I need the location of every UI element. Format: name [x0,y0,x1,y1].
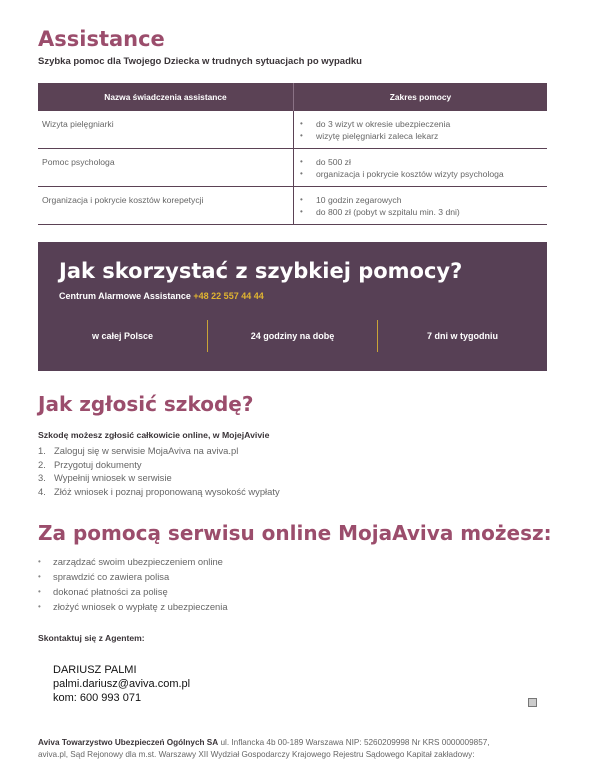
table-header-name: Nazwa świadczenia assistance [38,83,294,111]
list-item: 2. Przygotuj dokumenty [38,458,142,470]
list-item: 3. Wypełnij wniosek w serwisie [38,472,172,483]
assistance-table [38,83,547,225]
assistance-subtitle: Szybka pomoc dla Twojego Dziecka w trudnych sytuacjach po wypadku [38,56,362,67]
table-header-scope: Zakres pomocy [294,83,548,111]
agent-phone[interactable]: kom: 600 993 071 [53,692,142,704]
list-item: 1. Zaloguj się w serwisie MojaAviva na aviva.pl [38,445,239,456]
availability-days: 7 dni w tygodniu [427,331,498,341]
list-item: • 10 godzin zegarowych [300,194,543,206]
availability-row [38,320,547,352]
claim-steps [38,444,280,498]
claim-lead: Szkodę możesz zgłosić całkowicie online, w MojejAvivie [38,430,270,440]
agent-email[interactable]: palmi.dariusz@aviva.com.pl [53,678,191,690]
table-cell-name: Organizacja i pokrycie kosztów korepetycji [38,187,294,225]
table-header-row [38,83,547,111]
agent-name: DARIUSZ PALMI [53,664,137,676]
availability-hours: 24 godziny na dobę [250,331,335,341]
table-cell-scope [294,187,548,225]
footer-registry: aviva.pl, Sąd Rejonowy dla m.st. Warszawy XII Wydział Gospodarczy Krajowego Rejestru Sądowego Kapitał zakładowy: [38,750,475,759]
list-item: • złożyć wniosek o wypłatę z ubezpieczenia [38,599,228,614]
alarm-center-phone[interactable]: +48 22 557 44 44 [193,291,264,301]
table-cell-name: Pomoc psychologa [38,149,294,187]
help-box-title: Jak skorzystać z szybkiej pomocy? [59,259,463,283]
table-cell-scope [294,149,548,187]
alarm-center-line [59,291,264,301]
list-item: • wizytę pielęgniarki zaleca lekarz [300,130,543,142]
help-box [38,242,547,371]
square-icon [528,698,537,707]
list-item: • zarządzać swoim ubezpieczeniem online [38,554,228,569]
list-item: 4. Złóż wniosek i poznaj proponowaną wysokość wypłaty [38,485,280,497]
alarm-center-label: Centrum Alarmowe Assistance [59,291,191,301]
list-item: • do 800 zł (pobyt w szpitalu min. 3 dni) [300,206,543,218]
contact-heading: Skontaktuj się z Agentem: [38,633,145,643]
online-title: Za pomocą serwisu online MojaAviva możesz: [38,521,552,545]
footer-address: ul. Inflancka 4b 00-189 Warszawa NIP: 5260209998 Nr KRS 0000009857, [218,738,490,747]
table-row [38,149,547,187]
list-item: • dokonać płatności za polisę [38,584,228,599]
table-cell-name: Wizyta pielęgniarki [38,111,294,149]
online-features [38,554,228,614]
availability-area: w całej Polsce [91,331,154,341]
footer-company: Aviva Towarzystwo Ubezpieczeń Ogólnych SA [38,738,219,747]
table-cell-scope [294,111,548,149]
list-item: • do 500 zł [300,156,543,168]
list-item: • organizacja i pokrycie kosztów wizyty psychologa [300,168,543,180]
table-row [38,187,547,225]
list-item: • sprawdzić co zawiera polisa [38,569,228,584]
table-row [38,111,547,149]
list-item: • do 3 wizyt w okresie ubezpieczenia [300,118,543,130]
claim-title: Jak zgłosić szkodę? [38,392,254,416]
assistance-title: Assistance [38,27,165,51]
agent-card [53,663,190,705]
footer [38,737,552,761]
